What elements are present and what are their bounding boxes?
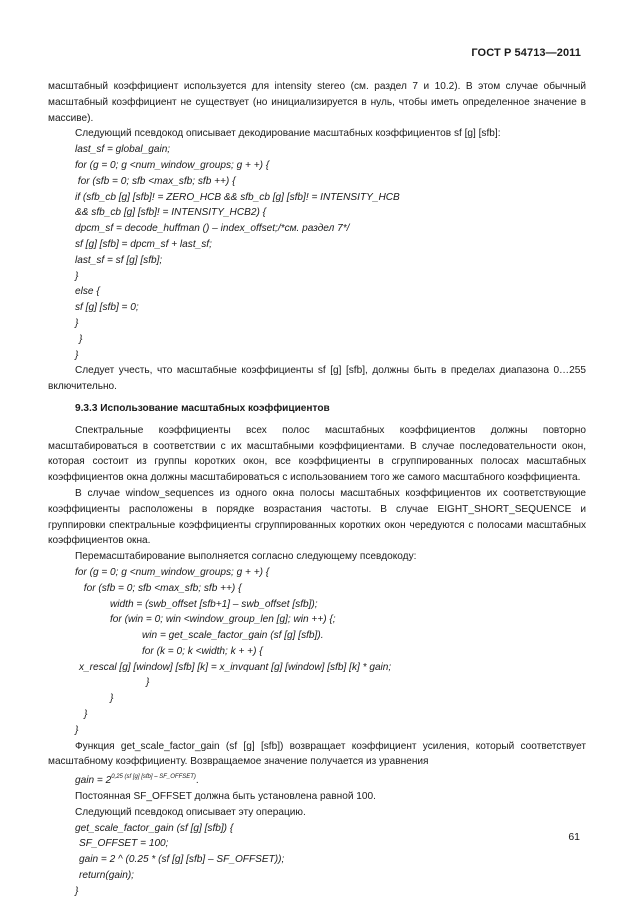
paragraph-pseudocode-intro: Следующий псевдокод описывает декодирование масштабных коэффициентов sf [g] [sfb]: [75, 128, 501, 140]
page-number: 61 [568, 831, 580, 843]
code-line: for (sfb = 0; sfb <max_sfb; sfb ++) { [81, 582, 242, 594]
formula-lhs: gain = 2 [75, 775, 112, 787]
code-line: for (g = 0; g <num_window_groups; g + +) { [75, 159, 270, 171]
code-block-rescaling [48, 565, 586, 739]
code-line: width = (swb_offset [sfb+1] – swb_offset [sfb]); [110, 598, 318, 610]
code-line: last_sf = global_gain; [75, 144, 171, 156]
code-line: && sfb_cb [g] [sfb]! = INTENSITY_HCB2) { [75, 207, 267, 219]
formula-end: . [195, 775, 199, 787]
code-line: } [75, 349, 79, 361]
code-line: } [75, 270, 79, 282]
code-line: sf [g] [sfb] = dpcm_sf + last_sf; [75, 238, 212, 250]
code-line: for (k = 0; k <width; k + +) { [142, 645, 263, 657]
code-line: get_scale_factor_gain (sf [g] [sfb]) { [75, 822, 234, 834]
code-line: SF_OFFSET = 100; [79, 838, 169, 850]
paragraph-operation-intro: Следующий псевдокод описывает эту операцию. [75, 806, 306, 818]
code-line: else { [75, 286, 100, 298]
paragraph-range-note: Следует учесть, что масштабные коэффициенты sf [g] [sfb], должны быть в пределах диапазона 0…255 включительно. [48, 365, 586, 393]
code-line: } [79, 333, 83, 345]
code-line: } [146, 677, 150, 689]
code-line: win = get_scale_factor_gain (sf [g] [sfb]). [142, 630, 324, 642]
paragraph-rescale-intro: Перемасштабирование выполняется согласно следующему псевдокоду: [75, 551, 417, 563]
code-line: sf [g] [sfb] = 0; [75, 302, 139, 314]
standard-header: ГОСТ Р 54713—2011 [471, 47, 581, 59]
code-line: x_rescal [g] [window] [sfb] [k] = x_invquant [g] [window] [sfb] [k] * gain; [79, 661, 392, 673]
code-block-gain [48, 821, 586, 900]
paragraph-sf-offset: Постоянная SF_OFFSET должна быть установлена равной 100. [75, 791, 376, 803]
paragraph-window-sequences: В случае window_sequences из одного окна полосы масштабных коэффициентов их соответствующие коэффициенты расположены в порядке возрастания частоты. В случае EIGHT_SHORT_SEQUENCE и группировки спектральные коэффициенты сгруппированных коротких окон чередуются с полосами масштабных коэффициентов окна. [48, 487, 586, 547]
code-line: for (win = 0; win <window_group_len [g]; win ++) {; [110, 614, 336, 626]
paragraph-intensity-stereo: масштабный коэффициент используется для intensity stereo (см. раздел 7 и 10.2). В этом случае обычный масштабный коэффициент не существует (но инициализируется в нуль, чтобы иметь определенное значение в массиве). [48, 81, 586, 124]
paragraph-gain-function: Функция get_scale_factor_gain (sf [g] [sfb]) возвращает коэффициент усиления, который соответствует масштабному коэффициенту. Возвращаемое значение получается из уравнения [48, 740, 586, 768]
paragraph-rescaling: Спектральные коэффициенты всех полос масштабных коэффициентов должны повторно масштабироваться в соответствии с их масштабными коэффициентами. В случае последовательности окон, которая состоит из группы коротких окон, все коэффициенты в сгруппированных полосах масштабных коэффициентов окна должны масштабироваться с использованием того же самого масштабного коэффициента. [48, 424, 586, 484]
gain-formula [48, 770, 586, 789]
code-line: for (g = 0; g <num_window_groups; g + +) { [75, 566, 270, 578]
code-line: last_sf = sf [g] [sfb]; [75, 254, 163, 266]
page-content [48, 79, 586, 900]
code-line: for (sfb = 0; sfb <max_sfb; sfb ++) { [75, 175, 236, 187]
code-line: gain = 2 ^ (0.25 * (sf [g] [sfb] – SF_OFFSET)); [79, 854, 285, 866]
code-block-decoding [48, 142, 586, 363]
code-line: if (sfb_cb [g] [sfb]! = ZERO_HCB && sfb_cb [g] [sfb]! = INTENSITY_HCB [75, 191, 400, 203]
code-line: dpcm_sf = decode_huffman () – index_offset;/*см. раздел 7*/ [75, 223, 350, 235]
code-line: } [75, 885, 79, 897]
code-line: return(gain); [79, 870, 134, 882]
section-title: 9.3.3 Использование масштабных коэффициентов [75, 402, 330, 414]
code-line: } [110, 693, 114, 705]
formula-exponent: 0,25 (sf [g] [sfb] – SF_OFFSET) [111, 774, 196, 781]
code-line: } [75, 724, 79, 736]
code-line: } [84, 709, 88, 721]
code-line: } [75, 317, 79, 329]
